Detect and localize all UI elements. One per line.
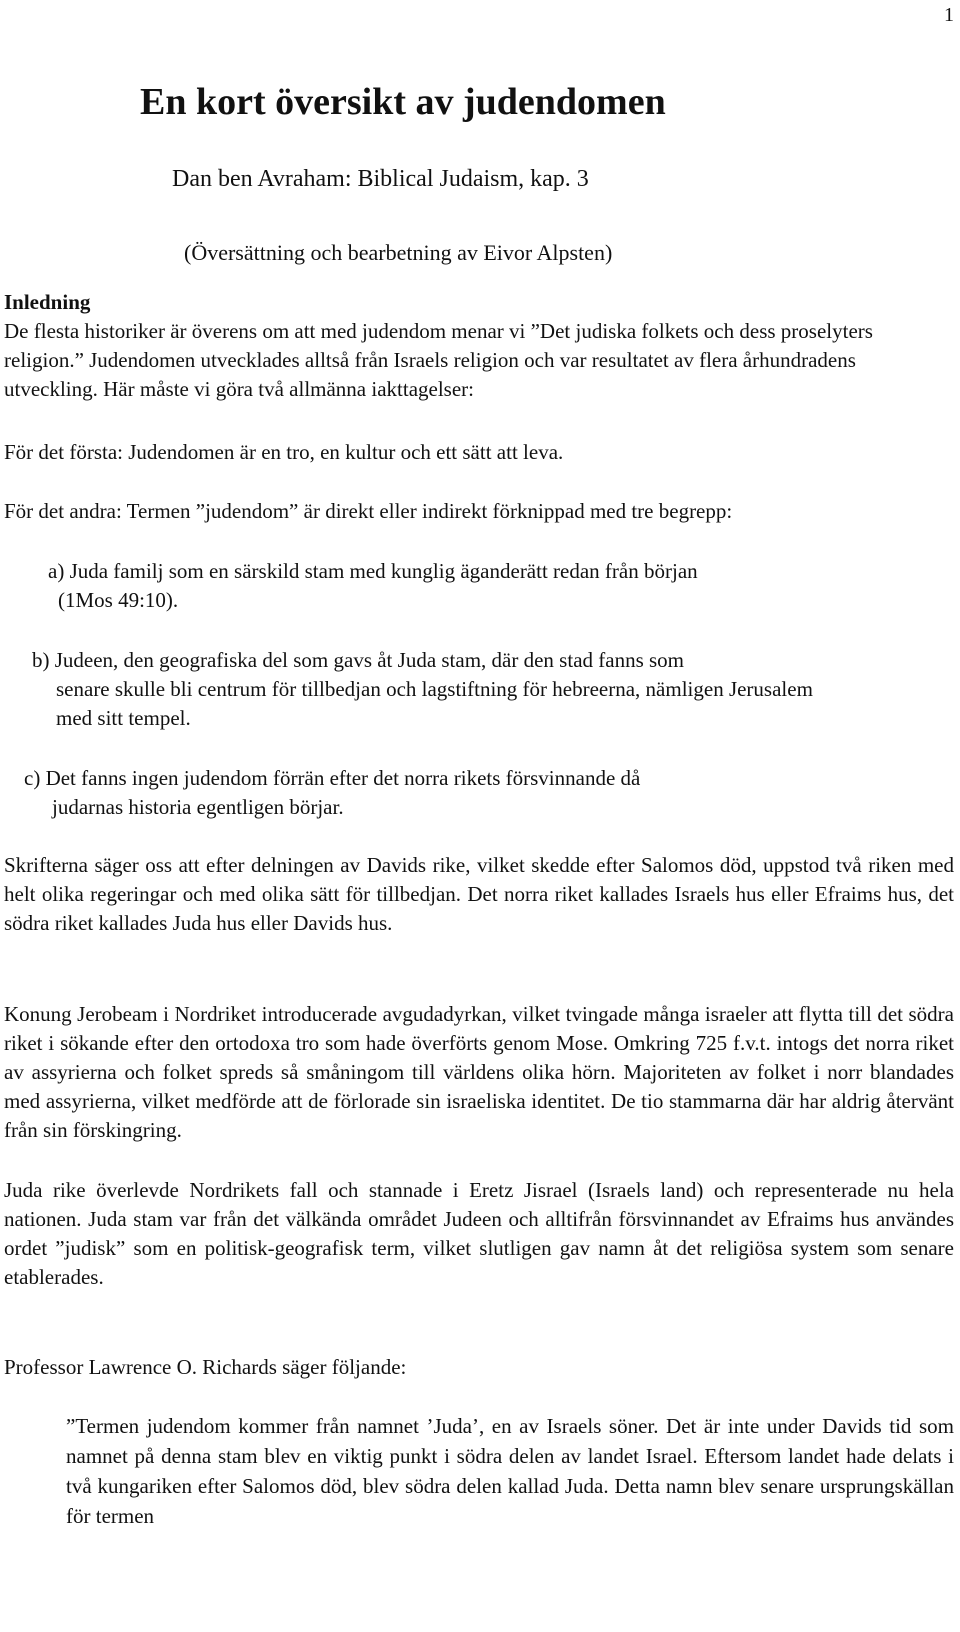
list-item-b [32, 646, 892, 733]
list-item-text: c) Det fanns ingen judendom förrän efter det norra rikets försvinnande då [24, 766, 641, 790]
list-item-continuation: judarnas historia egentligen börjar. [52, 795, 344, 819]
paragraph: Juda rike överlevde Nordrikets fall och stannade i Eretz Jisrael (Israels land) och representerade nu hela nationen. Juda stam var från det välkända området Judeen och alltifrån försvinnandet av Efraims hus användes ordet ”judisk” som en politisk-geografisk term, vilket slutligen gav namn åt det religiösa system som senare etablerades. [4, 1178, 954, 1289]
list-item-continuation: senare skulle bli centrum för tillbedjan och lagstiftning för hebreerna, nämligen Jerusalem med sitt tempel. [56, 677, 813, 730]
section-heading: Inledning [4, 290, 91, 314]
translation-note: (Översättning och bearbetning av Eivor Alpsten) [184, 240, 613, 265]
paragraph: Konung Jerobeam i Nordriket introducerade avgudadyrkan, vilket tvingade många israeler att flytta till det södra riket i sökande efter den ortodoxa tro som hade överförts genom Mose. Omkring 725 f.v.t. intogs det norra riket av assyrierna och folket spreds så småningom till världens olika hörn. Majoriteten av folket i norr blandades med assyrierna, vilket medförde att de förlorade sin israeliska identitet. De tio stammarna där har aldrig återvänt från sin förskingring. [4, 1002, 954, 1142]
second-point: För det andra: Termen ”judendom” är direkt eller indirekt förknippad med tre begrepp: [4, 499, 733, 523]
page-number: 1 [944, 4, 954, 26]
paragraph: Professor Lawrence O. Richards säger följande: [4, 1355, 407, 1379]
document-subtitle: Dan ben Avraham: Biblical Judaism, kap. 3 [172, 166, 589, 192]
intro-paragraph: De flesta historiker är överens om att med judendom menar vi ”Det judiska folkets och dess proselyters religion.” Judendomen utvecklades alltså från Israels religion och var resultatet av flera århundradens utveckling. Här måste vi göra två allmänna iakttagelser: [4, 319, 873, 401]
list-item-continuation: (1Mos 49:10). [58, 588, 179, 612]
list-item-a [48, 557, 908, 615]
list-item-text: a) Juda familj som en särskild stam med kunglig äganderätt redan från början [48, 559, 698, 583]
block-quote: ”Termen judendom kommer från namnet ’Juda’, en av Israels söner. Det är inte under Davids tid som namnet på denna stam blev en viktig punkt i södra delen av landet Israel. Eftersom landet hade delats i två kungariken efter Salomos död, blev södra delen kallad Juda. Detta namn blev senare ursprungskällan för termen [66, 1414, 954, 1528]
paragraph: Skrifterna säger oss att efter delningen av Davids rike, vilket skedde efter Salomos död, uppstod två riken med helt olika regeringar och med olika sätt för tillbedjan. Det norra riket kallades Israels hus eller Efraims hus, det södra riket kallades Juda hus eller Davids hus. [4, 853, 954, 935]
list-item-text: b) Judeen, den geografiska del som gavs åt Juda stam, där den stad fanns som [32, 648, 685, 672]
intro-section [4, 288, 954, 404]
list-item-c [24, 764, 884, 822]
document-title: En kort översikt av judendomen [140, 81, 666, 123]
first-point: För det första: Judendomen är en tro, en kultur och ett sätt att leva. [4, 440, 564, 464]
